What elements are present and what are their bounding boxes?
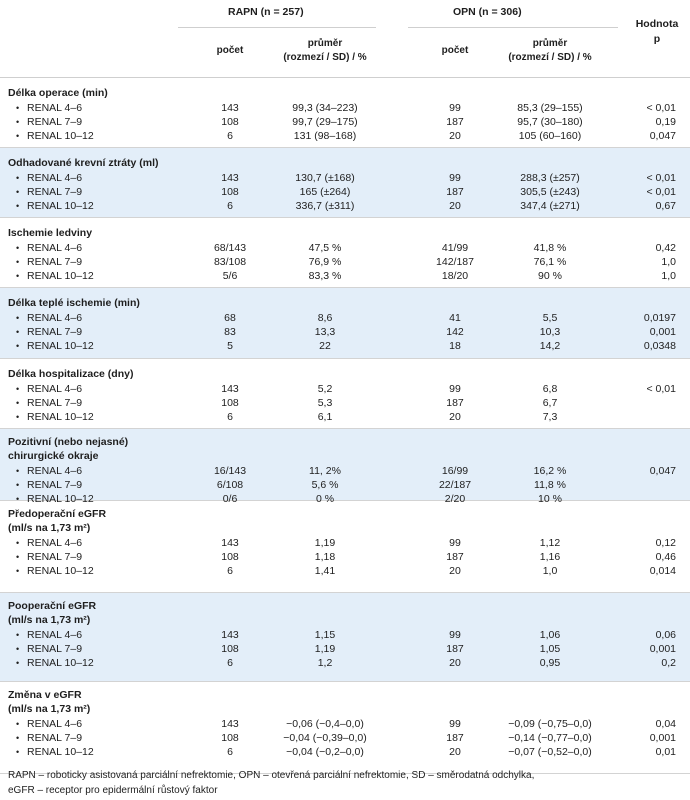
opn-count-header: počet <box>441 45 469 56</box>
rapn-mean-cell: −0,04 (−0,39–0,0) <box>283 732 367 744</box>
bullet-icon: • <box>16 201 20 211</box>
bullet-icon: • <box>16 494 20 504</box>
rapn-count-cell: 108 <box>221 643 239 655</box>
opn-count-cell: 187 <box>446 643 464 655</box>
rapn-count-cell: 143 <box>221 718 239 730</box>
opn-count-cell: 187 <box>446 186 464 198</box>
opn-mean-cell: 347,4 (±271) <box>520 200 580 212</box>
p-value-cell: 0,014 <box>649 565 676 577</box>
opn-count-cell: 142/187 <box>436 256 474 268</box>
opn-mean-cell: 10 % <box>538 493 562 505</box>
row-label: RENAL 10–12 <box>27 657 94 669</box>
bullet-icon: • <box>16 131 20 141</box>
rapn-mean-cell: 5,3 <box>317 397 333 409</box>
rapn-count-cell: 108 <box>221 732 239 744</box>
rapn-count-cell: 143 <box>221 629 239 641</box>
rapn-count-cell: 108 <box>221 551 239 563</box>
row-label: RENAL 4–6 <box>27 629 83 641</box>
bullet-icon: • <box>16 566 20 576</box>
opn-mean-cell: 41,8 % <box>533 242 567 254</box>
rapn-mean-cell: 1,19 <box>314 643 336 655</box>
opn-mean-cell: 288,3 (±257) <box>520 172 580 184</box>
table-footnote <box>8 768 648 798</box>
table-row <box>0 255 690 269</box>
table-section <box>0 429 690 505</box>
table-row <box>0 536 690 550</box>
p-value-cell: 0,001 <box>649 326 676 338</box>
table-row <box>0 269 690 283</box>
rapn-mean-cell: 336,7 (±311) <box>295 200 355 212</box>
opn-count-cell: 20 <box>449 200 461 212</box>
bullet-icon: • <box>16 412 20 422</box>
bullet-icon: • <box>16 719 20 729</box>
bullet-icon: • <box>16 271 20 281</box>
opn-mean-cell: −0,09 (−0,75–0,0) <box>508 718 592 730</box>
opn-mean-cell: 16,2 % <box>533 465 567 477</box>
p-value-cell: 0,047 <box>649 465 676 477</box>
rapn-header-rule <box>178 27 376 28</box>
opn-mean-cell: 1,0 <box>542 565 558 577</box>
opn-count-cell: 41 <box>449 312 461 324</box>
opn-mean-cell: 6,7 <box>542 397 558 409</box>
rapn-count-cell: 108 <box>221 116 239 128</box>
section-title: Pooperační eGFR <box>8 600 97 612</box>
rapn-mean-cell: −0,06 (−0,4–0,0) <box>286 718 364 730</box>
rapn-mean-header-line1: průměr <box>307 38 343 49</box>
p-value-cell: 0,46 <box>655 551 676 563</box>
opn-mean-cell: 5,5 <box>542 312 558 324</box>
rapn-count-cell: 5 <box>227 340 233 352</box>
p-value-cell: 0,01 <box>655 746 676 758</box>
table-row <box>0 656 690 670</box>
table-row <box>0 325 690 339</box>
bullet-icon: • <box>16 552 20 562</box>
row-label: RENAL 10–12 <box>27 270 94 282</box>
table-body <box>0 78 690 774</box>
rapn-mean-cell: 1,18 <box>314 551 336 563</box>
opn-mean-cell: 11,8 % <box>534 479 566 491</box>
table-row <box>0 717 690 731</box>
rapn-count-cell: 83 <box>224 326 236 338</box>
table-row <box>0 642 690 656</box>
row-label: RENAL 7–9 <box>27 643 83 655</box>
section-title: Změna v eGFR <box>8 689 82 701</box>
table-row <box>0 311 690 325</box>
opn-mean-header <box>495 37 605 65</box>
opn-mean-cell: 7,3 <box>542 411 558 423</box>
opn-count-cell: 20 <box>449 565 461 577</box>
rapn-mean-cell: 47,5 % <box>308 242 342 254</box>
rapn-count-cell: 6 <box>227 746 233 758</box>
rapn-count-cell: 6 <box>227 200 233 212</box>
rapn-count-cell: 68/143 <box>213 242 247 254</box>
rapn-mean-cell: 1,15 <box>314 629 336 641</box>
rapn-count-cell: 6 <box>227 411 233 423</box>
p-value-cell: 0,12 <box>655 537 676 549</box>
table-row <box>0 101 690 115</box>
opn-count-cell: 142 <box>446 326 464 338</box>
rapn-count-cell: 143 <box>221 102 239 114</box>
table-row <box>0 171 690 185</box>
row-label: RENAL 7–9 <box>27 397 83 409</box>
rapn-count-header: počet <box>216 45 244 56</box>
table-row <box>0 199 690 213</box>
bullet-icon: • <box>16 173 20 183</box>
table-row <box>0 564 690 578</box>
opn-header-rule <box>408 27 618 28</box>
p-value-cell: 0,001 <box>649 643 676 655</box>
bullet-icon: • <box>16 313 20 323</box>
p-value-cell: 0,047 <box>649 130 676 142</box>
row-label: RENAL 10–12 <box>27 565 94 577</box>
rapn-count-cell: 83/108 <box>213 256 247 268</box>
table-section <box>0 359 690 429</box>
rapn-mean-cell: 8,6 <box>317 312 333 324</box>
opn-mean-cell: 1,16 <box>539 551 561 563</box>
opn-mean-cell: 76,1 % <box>533 256 567 268</box>
table-row <box>0 628 690 642</box>
table-row <box>0 550 690 564</box>
opn-count-cell: 99 <box>449 537 461 549</box>
section-title: Délka hospitalizace (dny) <box>8 368 134 380</box>
opn-count-cell: 20 <box>449 746 461 758</box>
rapn-mean-cell: 165 (±264) <box>299 186 351 198</box>
rapn-mean-header-line2: (rozmezí / SD) / % <box>283 52 367 63</box>
table-row <box>0 115 690 129</box>
opn-count-cell: 18/20 <box>441 270 469 282</box>
opn-mean-cell: 0,95 <box>539 657 561 669</box>
opn-count-cell: 41/99 <box>441 242 469 254</box>
rapn-count-cell: 0/6 <box>222 493 238 505</box>
p-value-cell: < 0,01 <box>646 172 676 184</box>
row-label: RENAL 10–12 <box>27 493 94 505</box>
bullet-icon: • <box>16 341 20 351</box>
rapn-mean-cell: 1,2 <box>317 657 333 669</box>
row-label: RENAL 10–12 <box>27 411 94 423</box>
bullet-icon: • <box>16 398 20 408</box>
table-section <box>0 501 690 593</box>
rapn-mean-cell: 22 <box>319 340 331 352</box>
rapn-mean-cell: 13,3 <box>314 326 336 338</box>
table-section <box>0 593 690 682</box>
opn-mean-cell: 85,3 (29–155) <box>517 102 583 114</box>
rapn-count-cell: 6 <box>227 657 233 669</box>
row-label: RENAL 10–12 <box>27 746 94 758</box>
opn-count-cell: 99 <box>449 383 461 395</box>
rapn-mean-cell: 1,41 <box>314 565 336 577</box>
p-value-cell: < 0,01 <box>646 102 676 114</box>
opn-count-cell: 99 <box>449 172 461 184</box>
opn-count-cell: 187 <box>446 116 464 128</box>
section-title: (ml/s na 1,73 m²) <box>8 522 91 534</box>
opn-count-cell: 22/187 <box>438 479 472 491</box>
bullet-icon: • <box>16 384 20 394</box>
p-value-cell: 0,04 <box>655 718 676 730</box>
table-row <box>0 241 690 255</box>
bullet-icon: • <box>16 257 20 267</box>
section-title: Předoperační eGFR <box>8 508 107 520</box>
rapn-count-cell: 108 <box>221 186 239 198</box>
section-title: Délka operace (min) <box>8 87 108 99</box>
rapn-mean-cell: 5,2 <box>317 383 333 395</box>
bullet-icon: • <box>16 327 20 337</box>
footnote-line-2: eGFR – receptor pro epidermální růstový faktor <box>8 785 218 796</box>
section-title: Pozitivní (nebo nejasné) <box>8 436 129 448</box>
row-label: RENAL 4–6 <box>27 465 83 477</box>
row-label: RENAL 7–9 <box>27 551 83 563</box>
opn-mean-cell: 14,2 <box>539 340 561 352</box>
opn-count-cell: 18 <box>449 340 461 352</box>
p-value-cell: 0,67 <box>655 200 676 212</box>
rapn-mean-cell: 5,6 % <box>311 479 339 491</box>
opn-count-cell: 2/20 <box>444 493 466 505</box>
opn-count-cell: 16/99 <box>441 465 469 477</box>
p-value-cell: 0,42 <box>655 242 676 254</box>
section-title: Ischemie ledviny <box>8 227 93 239</box>
rapn-count-cell: 143 <box>221 383 239 395</box>
row-label: RENAL 7–9 <box>27 186 83 198</box>
opn-count-cell: 20 <box>449 411 461 423</box>
opn-mean-cell: −0,07 (−0,52–0,0) <box>508 746 592 758</box>
bullet-icon: • <box>16 117 20 127</box>
p-value-cell: 0,19 <box>655 116 676 128</box>
table-row <box>0 478 690 492</box>
bullet-icon: • <box>16 658 20 668</box>
row-label: RENAL 4–6 <box>27 172 83 184</box>
p-value-header-line1: Hodnota <box>635 18 679 30</box>
row-label: RENAL 7–9 <box>27 479 83 491</box>
table-row <box>0 410 690 424</box>
rapn-mean-cell: 1,19 <box>314 537 336 549</box>
opn-mean-cell: 90 % <box>538 270 562 282</box>
rapn-mean-cell: −0,04 (−0,2–0,0) <box>286 746 364 758</box>
p-value-cell: 1,0 <box>661 256 676 268</box>
rapn-mean-cell: 76,9 % <box>308 256 342 268</box>
p-value-header-line2: p <box>653 33 661 45</box>
table-row <box>0 129 690 143</box>
p-value-cell: 0,0348 <box>643 340 676 352</box>
row-label: RENAL 7–9 <box>27 732 83 744</box>
rapn-mean-cell: 131 (98–168) <box>293 130 357 142</box>
bullet-icon: • <box>16 480 20 490</box>
table-row <box>0 382 690 396</box>
table-row <box>0 339 690 353</box>
p-value-header <box>625 17 689 47</box>
bullet-icon: • <box>16 187 20 197</box>
row-label: RENAL 10–12 <box>27 200 94 212</box>
opn-group-header: OPN (n = 306) <box>453 6 522 18</box>
opn-mean-cell: −0,14 (−0,77–0,0) <box>508 732 592 744</box>
rapn-count-cell: 143 <box>221 172 239 184</box>
rapn-mean-cell: 6,1 <box>317 411 333 423</box>
opn-mean-header-line1: průměr <box>532 38 568 49</box>
opn-mean-cell: 1,12 <box>539 537 561 549</box>
p-value-cell: < 0,01 <box>646 383 676 395</box>
row-label: RENAL 4–6 <box>27 718 83 730</box>
bullet-icon: • <box>16 466 20 476</box>
opn-count-cell: 187 <box>446 732 464 744</box>
opn-count-cell: 99 <box>449 629 461 641</box>
section-title: Odhadované krevní ztráty (ml) <box>8 157 159 169</box>
rapn-mean-cell: 83,3 % <box>308 270 342 282</box>
rapn-count-cell: 5/6 <box>222 270 238 282</box>
p-value-cell: < 0,01 <box>646 186 676 198</box>
table-header <box>0 0 690 78</box>
rapn-count-cell: 143 <box>221 537 239 549</box>
opn-count-cell: 20 <box>449 130 461 142</box>
opn-mean-cell: 10,3 <box>539 326 561 338</box>
bullet-icon: • <box>16 644 20 654</box>
table-section <box>0 682 690 774</box>
table-section <box>0 218 690 288</box>
table-row <box>0 185 690 199</box>
table-row <box>0 396 690 410</box>
rapn-mean-header <box>270 37 380 65</box>
opn-count-cell: 99 <box>449 102 461 114</box>
opn-mean-cell: 1,06 <box>539 629 561 641</box>
section-title: chirurgické okraje <box>8 450 99 462</box>
p-value-cell: 0,2 <box>661 657 676 669</box>
table-row <box>0 464 690 478</box>
row-label: RENAL 7–9 <box>27 256 83 268</box>
opn-mean-cell: 95,7 (30–180) <box>517 116 583 128</box>
rapn-count-cell: 6 <box>227 565 233 577</box>
bullet-icon: • <box>16 103 20 113</box>
table-section <box>0 78 690 148</box>
opn-mean-cell: 6,8 <box>542 383 558 395</box>
rapn-group-header: RAPN (n = 257) <box>228 6 304 18</box>
opn-count-cell: 99 <box>449 718 461 730</box>
p-value-cell: 1,0 <box>661 270 676 282</box>
rapn-count-cell: 6/108 <box>216 479 244 491</box>
table-row <box>0 731 690 745</box>
opn-mean-cell: 1,05 <box>539 643 561 655</box>
p-value-cell: 0,0197 <box>643 312 676 324</box>
bullet-icon: • <box>16 538 20 548</box>
row-label: RENAL 4–6 <box>27 537 83 549</box>
bullet-icon: • <box>16 630 20 640</box>
rapn-mean-cell: 99,7 (29–175) <box>292 116 358 128</box>
opn-count-cell: 187 <box>446 397 464 409</box>
opn-mean-cell: 105 (60–160) <box>518 130 582 142</box>
bullet-icon: • <box>16 243 20 253</box>
row-label: RENAL 10–12 <box>27 130 94 142</box>
rapn-count-cell: 16/143 <box>213 465 247 477</box>
rapn-mean-cell: 11, 2% <box>309 465 341 477</box>
rapn-mean-cell: 130,7 (±168) <box>295 172 355 184</box>
bullet-icon: • <box>16 733 20 743</box>
opn-mean-header-line2: (rozmezí / SD) / % <box>508 52 592 63</box>
rapn-count-cell: 6 <box>227 130 233 142</box>
section-title: (ml/s na 1,73 m²) <box>8 703 91 715</box>
table-row <box>0 745 690 759</box>
row-label: RENAL 4–6 <box>27 312 83 324</box>
table-section <box>0 148 690 218</box>
p-value-cell: 0,001 <box>649 732 676 744</box>
rapn-mean-cell: 99,3 (34–223) <box>292 102 358 114</box>
row-label: RENAL 4–6 <box>27 242 83 254</box>
rapn-count-cell: 108 <box>221 397 239 409</box>
opn-count-cell: 20 <box>449 657 461 669</box>
table-section <box>0 288 690 359</box>
row-label: RENAL 10–12 <box>27 340 94 352</box>
rapn-mean-cell: 0 % <box>315 493 335 505</box>
row-label: RENAL 4–6 <box>27 102 83 114</box>
opn-count-cell: 187 <box>446 551 464 563</box>
row-label: RENAL 7–9 <box>27 116 83 128</box>
section-title: (ml/s na 1,73 m²) <box>8 614 91 626</box>
section-title: Délka teplé ischemie (min) <box>8 297 140 309</box>
p-value-cell: 0,06 <box>655 629 676 641</box>
opn-mean-cell: 305,5 (±243) <box>520 186 580 198</box>
row-label: RENAL 7–9 <box>27 326 83 338</box>
row-label: RENAL 4–6 <box>27 383 83 395</box>
bullet-icon: • <box>16 747 20 757</box>
footnote-line-1: RAPN – roboticky asistovaná parciální nefrektomie, OPN – otevřená parciální nefrektomie, SD – směrodatná odchylka, <box>8 770 535 781</box>
rapn-count-cell: 68 <box>224 312 236 324</box>
